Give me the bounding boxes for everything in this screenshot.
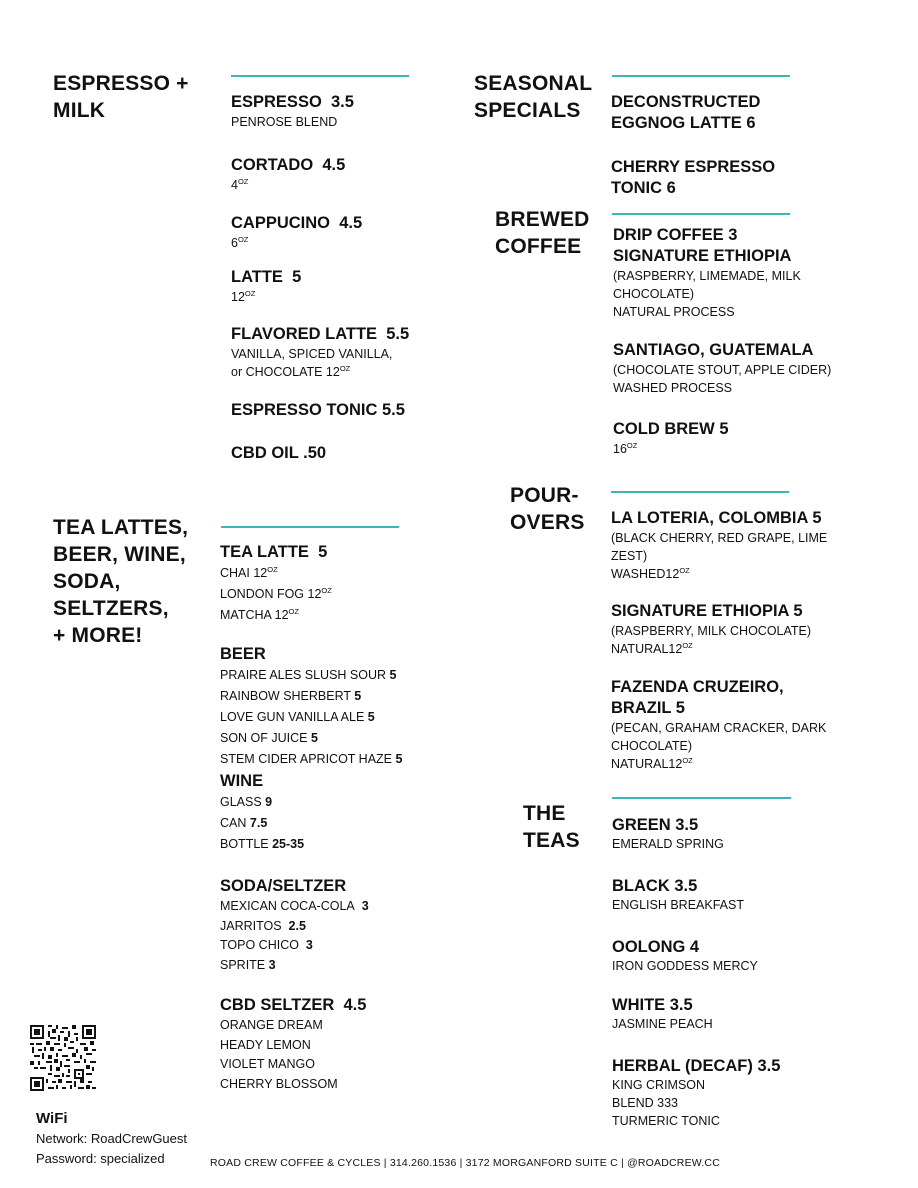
section-divider <box>611 491 789 493</box>
wine-group: WINE GLASS 9 CAN 7.5 BOTTLE 25-35 <box>220 772 305 851</box>
wifi-info: WiFi Network: RoadCrewGuest Password: specialized <box>36 1110 187 1166</box>
menu-item-cbd-oil: CBD OIL .50 <box>231 444 327 462</box>
menu-item-oolong-tea: OOLONG 4 IRON GODDESS MERCY <box>612 938 758 973</box>
menu-item-cortado: CORTADO 4.5 $4^{OZ}$ <box>231 156 346 192</box>
menu-item-white-tea: WHITE 3.5 JASMINE PEACH <box>612 996 713 1031</box>
menu-item-flavored-latte: FLAVORED LATTE 5.5 VANILLA, SPICED VANILLA, or CHOCOLATE $12^{OZ}$ <box>231 325 410 379</box>
brewed-section-title: BREWED COFFEE <box>495 208 590 258</box>
menu-item-espresso-tonic: ESPRESSO TONIC 5.5 <box>231 401 405 419</box>
menu-item-cherry-tonic: CHERRY ESPRESSO TONIC 6 <box>611 158 776 197</box>
menu-item-cappucino: CAPPUCINO 4.5 $6^{OZ}$ <box>231 214 363 250</box>
section-divider <box>612 213 790 215</box>
beer-group: BEER PRAIRE ALES SLUSH SOUR 5 RAINBOW SHERBERT 5 LOVE GUN VANILLA ALE 5 SON OF JUICE 5 STEM CIDER APRICOT HAZE 5 <box>220 645 403 766</box>
section-divider <box>612 797 791 799</box>
menu-item-green-tea: GREEN 3.5 EMERALD SPRING <box>612 816 724 851</box>
menu-item-cold-brew: COLD BREW 5 $16^{OZ}$ <box>613 420 729 456</box>
menu-item-fazenda-cruzeiro: FAZENDA CRUZEIRO, BRAZIL 5 (PECAN, GRAHAM CRACKER, DARK CHOCOLATE) $NATURAL12^{OZ}$ <box>611 678 827 771</box>
menu-item-la-loteria: LA LOTERIA, COLOMBIA 5 (BLACK CHERRY, RED GRAPE, LIME ZEST) $WASHED12^{OZ}$ <box>611 509 828 581</box>
menu-item-black-tea: BLACK 3.5 ENGLISH BREAKFAST <box>612 877 744 912</box>
menu-item-latte: LATTE 5 $12^{OZ}$ <box>231 268 302 304</box>
menu-item-espresso: ESPRESSO 3.5 PENROSE BLEND <box>231 93 354 129</box>
menu-item-santiago: SANTIAGO, GUATEMALA (CHOCOLATE STOUT, APPLE CIDER) WASHED PROCESS <box>613 341 832 395</box>
footer-contact: ROAD CREW COFFEE & CYCLES | 314.260.1536 | 3172 MORGANFORD SUITE C | @ROADCREW.CC <box>210 1157 720 1169</box>
qr-code-icon <box>30 1025 96 1096</box>
teas-section-title: THE TEAS <box>523 802 580 852</box>
section-divider <box>221 526 399 528</box>
soda-group: SODA/SELTZER MEXICAN COCA-COLA 3 JARRITOS 2.5 TOPO CHICO 3 SPRITE 3 <box>220 877 369 972</box>
section-divider <box>612 75 790 77</box>
pour-overs-section-title: POUR- OVERS <box>510 484 585 534</box>
tea-latte-group: TEA LATTE 5 CHAI $12^{OZ}$ LONDON FOG $12^{OZ}$ MATCHA $12^{OZ}$ <box>220 543 332 622</box>
cbd-seltzer-group: CBD SELTZER 4.5 ORANGE DREAM HEADY LEMON VIOLET MANGO CHERRY BLOSSOM <box>220 996 367 1091</box>
section-divider <box>231 75 409 77</box>
menu-item-signature-ethiopia: SIGNATURE ETHIOPIA 5 (RASPBERRY, MILK CHOCOLATE) $NATURAL12^{OZ}$ <box>611 602 812 656</box>
menu-item-eggnog-latte: DECONSTRUCTED EGGNOG LATTE 6 <box>611 93 761 132</box>
menu-item-drip-coffee: DRIP COFFEE 3 SIGNATURE ETHIOPIA (RASPBERRY, LIMEMADE, MILK CHOCOLATE) NATURAL PROCESS <box>613 226 801 319</box>
seasonal-section-title: SEASONAL SPECIALS <box>474 72 593 122</box>
menu-item-herbal-tea: HERBAL (DECAF) 3.5 KING CRIMSON BLEND 333 TURMERIC TONIC <box>612 1057 781 1128</box>
tea-beer-section-title: TEA LATTES, BEER, WINE, SODA, SELTZERS, + MORE! <box>53 516 189 647</box>
espresso-section-title: ESPRESSO + MILK <box>53 72 189 122</box>
